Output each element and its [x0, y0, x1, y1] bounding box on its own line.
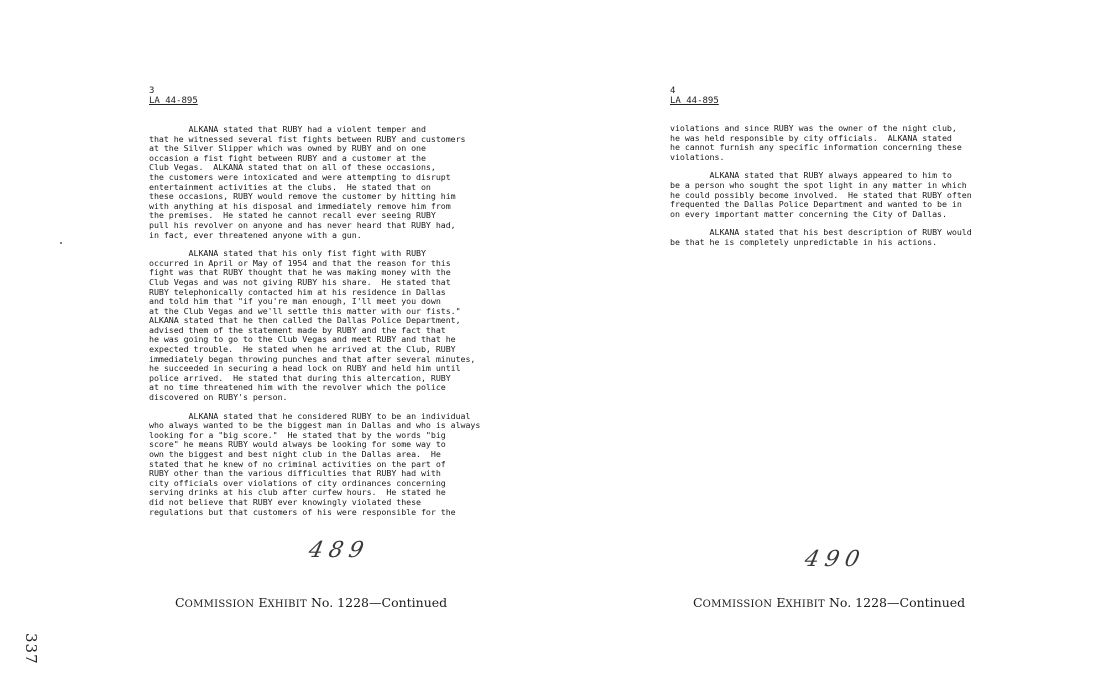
left-paragraph — [149, 249, 534, 403]
left-text-line: fight was that RUBY thought that he was making money with the — [149, 267, 451, 278]
left-body-text — [149, 125, 534, 526]
right-caption-suffix: —Continued — [887, 595, 966, 610]
left-text-line: he was going to go to the Club Vegas and meet RUBY and that he — [149, 334, 456, 345]
right-paragraph — [670, 171, 1030, 219]
left-text-line: score" he means RUBY would always be looking for some way to — [149, 439, 446, 450]
left-text-line: ALKANA stated that he then called the Dallas Police Department, — [149, 315, 461, 326]
left-text-line: who always wanted to be the biggest man in Dallas and who is always — [149, 420, 481, 431]
right-text-line: ALKANA stated that his best description of RUBY would — [670, 227, 972, 238]
left-text-line: serving drinks at his club after curfew hours. He stated he — [149, 487, 446, 498]
right-page — [547, 0, 1094, 691]
left-text-line: the customers were intoxicated and were attempting to disrupt — [149, 171, 451, 182]
right-handwritten-page-number: 490 — [802, 547, 868, 572]
right-caption-number: No. 1228 — [825, 595, 887, 610]
right-caption-exhibit: EXHIBIT — [776, 595, 826, 610]
left-caption-suffix: —Continued — [369, 595, 448, 610]
left-text-line: advised them of the statement made by RUBY and the fact that — [149, 324, 446, 335]
right-page-number: 4 — [670, 86, 676, 96]
left-caption-commission: COMMISSION — [175, 595, 255, 610]
left-paragraph — [149, 412, 534, 518]
left-text-line: pull his revolver on anyone and has never heard that RUBY had, — [149, 219, 456, 230]
left-text-line: immediately began throwing punches and that after several minutes, — [149, 353, 476, 364]
left-text-line: regulations but that customers of his were responsible for the — [149, 506, 456, 517]
left-text-line: Club Vegas and was not giving RUBY his share. He stated that — [149, 276, 451, 287]
left-text-line: expected trouble. He stated when he arrived at the Club, RUBY — [149, 344, 456, 355]
right-text-line: frequented the Dallas Police Department and wanted to be in — [670, 199, 962, 210]
left-text-line: city officials over violations of city ordinances concerning — [149, 477, 446, 488]
left-handwritten-page-number: 489 — [306, 538, 372, 563]
volume-page-number: 337 — [22, 633, 40, 665]
left-text-line: occasion a fist fight between RUBY and a customer at the — [149, 152, 426, 163]
right-text-line: ALKANA stated that RUBY always appeared to him to — [670, 170, 952, 181]
left-text-line: police arrived. He stated that during this altercation, RUBY — [149, 372, 451, 383]
left-text-line: entertainment activities at the clubs. He stated that on — [149, 181, 431, 192]
left-text-line: own the biggest and best night club in the Dallas area. He — [149, 449, 441, 459]
right-paragraph — [670, 228, 1030, 247]
left-text-line: at the Club Vegas and we'll settle this matter with our fists." — [149, 305, 461, 316]
scan-speck — [60, 242, 62, 244]
right-text-line: violations. — [670, 151, 725, 162]
right-text-line: he could possibly become involved. He stated that RUBY often — [670, 189, 972, 200]
left-text-line: looking for a "big score." He stated that by the words "big — [149, 429, 446, 440]
left-paragraph — [149, 125, 534, 240]
left-file-number: LA 44-895 — [149, 96, 198, 106]
right-text-line: he was held responsible by city officials. ALKANA stated — [670, 132, 952, 143]
left-text-line: these occasions, RUBY would remove the customer by hitting him — [149, 191, 456, 202]
left-page-header — [149, 86, 198, 106]
right-text-line: he cannot furnish any specific information concerning these — [670, 142, 962, 153]
left-text-line: in fact, ever threatened anyone with a gun. — [149, 229, 362, 240]
right-caption-commission: COMMISSION — [693, 595, 773, 610]
left-text-line: ALKANA stated that his only fist fight with RUBY — [149, 248, 426, 259]
left-text-line: the premises. He stated he cannot recall ever seeing RUBY — [149, 210, 436, 221]
left-text-line: and told him that "if you're man enough, I'll meet you down — [149, 296, 441, 307]
right-paragraph — [670, 124, 1030, 162]
left-text-line: discovered on RUBY's person. — [149, 392, 288, 403]
right-body-text — [670, 124, 1030, 257]
right-exhibit-caption — [693, 595, 965, 610]
right-text-line: be that he is completely unpredictable in his actions. — [670, 236, 938, 247]
left-text-line: with anything at his disposal and immediately remove him from — [149, 200, 451, 211]
left-text-line: did not believe that RUBY ever knowingly violated these — [149, 496, 421, 507]
left-text-line: occurred in April or May of 1954 and that the reason for this — [149, 257, 451, 268]
left-page-number: 3 — [149, 86, 155, 96]
left-text-line: ALKANA stated that he considered RUBY to be an individual — [149, 410, 471, 421]
left-text-line: Club Vegas. ALKANA stated that on all of these occasions, — [149, 162, 436, 173]
left-text-line: RUBY telephonically contacted him at his residence in Dallas — [149, 286, 446, 297]
right-file-number: LA 44-895 — [670, 96, 719, 106]
left-text-line: at the Silver Slipper which was owned by RUBY and on one — [149, 143, 426, 154]
left-exhibit-caption — [175, 595, 447, 610]
right-text-line: be a person who sought the spot light in any matter in which — [670, 179, 967, 190]
left-text-line: ALKANA stated that RUBY had a violent temper and — [149, 124, 426, 134]
left-caption-exhibit: EXHIBIT — [258, 595, 308, 610]
left-text-line: stated that he knew of no criminal activities on the part of — [149, 458, 446, 469]
left-text-line: RUBY other than the various difficulties that RUBY had with — [149, 468, 441, 479]
left-text-line: that he witnessed several fist fights between RUBY and customers — [149, 133, 466, 144]
left-text-line: at no time threatened him with the revolver which the police — [149, 382, 446, 393]
left-caption-number: No. 1228 — [307, 595, 369, 610]
right-text-line: violations and since RUBY was the owner of the night club, — [670, 123, 957, 133]
left-text-line: he succeeded in securing a head lock on RUBY and held him until — [149, 363, 461, 374]
right-text-line: on every important matter concerning the City of Dallas. — [670, 208, 947, 219]
right-page-header — [670, 86, 719, 106]
